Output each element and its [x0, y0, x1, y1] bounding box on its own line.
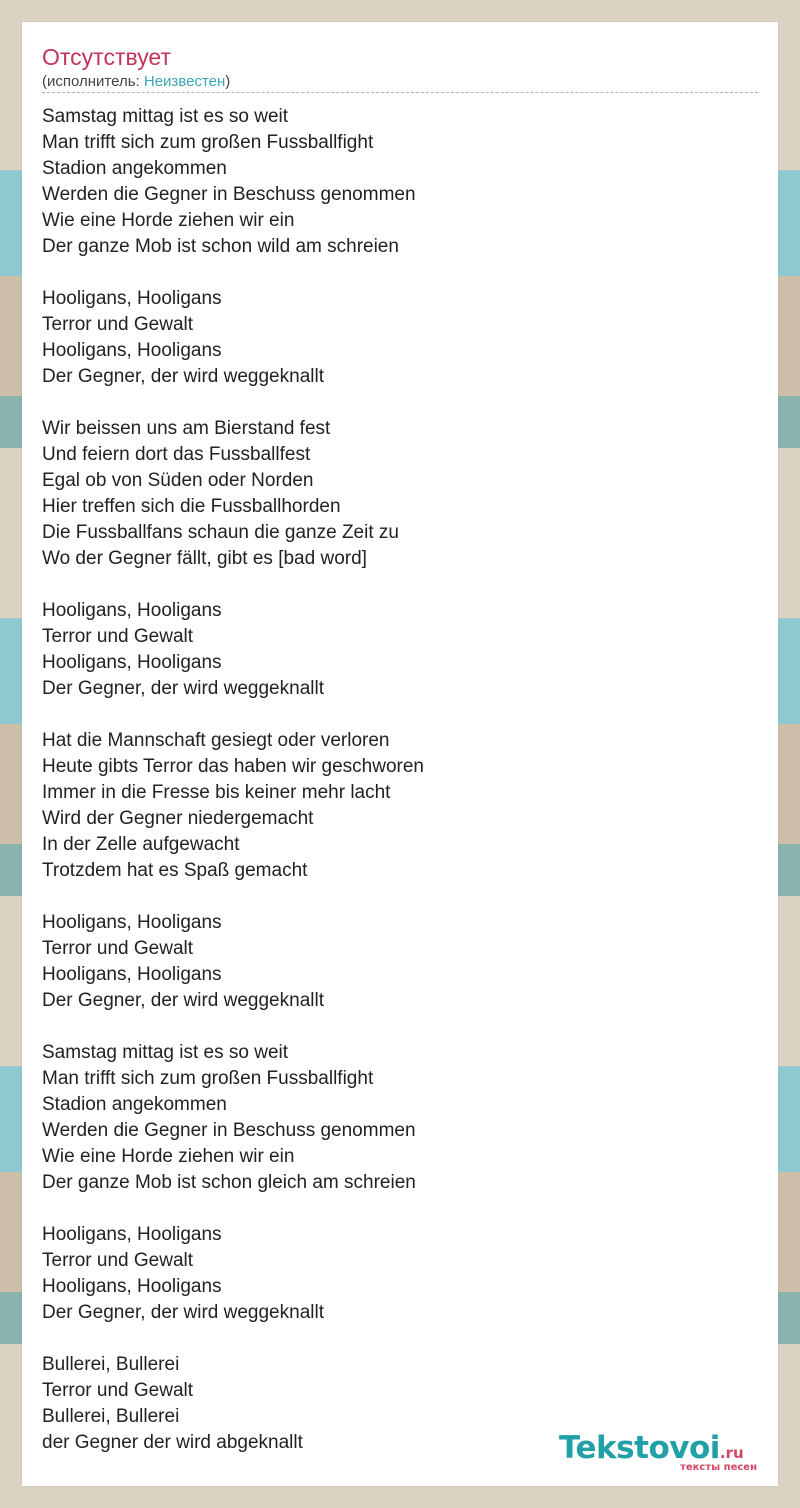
logo-tagline: тексты песен	[680, 1462, 757, 1473]
lyrics-stanza	[42, 1040, 758, 1196]
lyrics-line: Hier treffen sich die Fussballhorden	[42, 496, 341, 517]
artist-suffix: )	[225, 73, 231, 90]
lyrics-line: Die Fussballfans schaun die ganze Zeit zu	[42, 522, 399, 543]
lyrics-line: Bullerei, Bullerei	[42, 1354, 180, 1375]
logo-domain-suffix: .ru	[719, 1444, 744, 1462]
lyrics-stanza	[42, 104, 758, 260]
lyrics-body	[42, 104, 758, 1456]
lyrics-line: Terror und Gewalt	[42, 1380, 194, 1401]
lyrics-line: Immer in die Fresse bis keiner mehr lacht	[42, 782, 391, 803]
lyrics-line: Wie eine Horde ziehen wir ein	[42, 210, 295, 231]
lyrics-stanza	[42, 728, 758, 884]
lyrics-line: Hooligans, Hooligans	[42, 288, 222, 309]
lyrics-line: Der Gegner, der wird weggeknallt	[42, 678, 324, 699]
lyrics-line: Hooligans, Hooligans	[42, 964, 222, 985]
lyrics-line: Samstag mittag ist es so weit	[42, 1042, 289, 1063]
lyrics-stanza	[42, 416, 758, 572]
lyrics-line: Wo der Gegner fällt, gibt es [bad word]	[42, 548, 367, 569]
artist-link[interactable]: Неизвестен	[143, 73, 226, 90]
lyrics-line: Heute gibts Terror das haben wir geschworen	[42, 756, 424, 777]
site-logo[interactable]	[559, 1430, 769, 1476]
lyrics-line: Stadion angekommen	[42, 158, 227, 179]
lyrics-line: Und feiern dort das Fussballfest	[42, 444, 311, 465]
lyrics-line: Hooligans, Hooligans	[42, 1276, 222, 1297]
lyrics-line: Terror und Gewalt	[42, 1250, 194, 1271]
lyrics-line: Wie eine Horde ziehen wir ein	[42, 1146, 295, 1167]
lyrics-line: Terror und Gewalt	[42, 626, 194, 647]
lyrics-line: der Gegner der wird abgeknallt	[42, 1432, 303, 1453]
lyrics-line: Werden die Gegner in Beschuss genommen	[42, 1120, 416, 1141]
lyrics-line: Man trifft sich zum großen Fussballfight	[42, 1068, 374, 1089]
lyrics-stanza	[42, 910, 758, 1014]
logo-main-text: Tekstovoi	[559, 1430, 720, 1466]
lyrics-line: Wir beissen uns am Bierstand fest	[42, 418, 331, 439]
lyrics-line: Werden die Gegner in Beschuss genommen	[42, 184, 416, 205]
lyrics-line: Egal ob von Süden oder Norden	[42, 470, 314, 491]
lyrics-line: Hooligans, Hooligans	[42, 340, 222, 361]
lyrics-line: Terror und Gewalt	[42, 314, 194, 335]
lyrics-line: Man trifft sich zum großen Fussballfight	[42, 132, 374, 153]
lyrics-line: Trotzdem hat es Spaß gemacht	[42, 860, 308, 881]
lyrics-line: Hooligans, Hooligans	[42, 1224, 222, 1245]
lyrics-line: Hooligans, Hooligans	[42, 912, 222, 933]
lyrics-stanza	[42, 598, 758, 702]
lyrics-line: Bullerei, Bullerei	[42, 1406, 180, 1427]
lyrics-line: Der Gegner, der wird weggeknallt	[42, 990, 324, 1011]
lyrics-line: Der Gegner, der wird weggeknallt	[42, 1302, 324, 1323]
lyrics-line: In der Zelle aufgewacht	[42, 834, 240, 855]
lyrics-line: Hooligans, Hooligans	[42, 652, 222, 673]
lyrics-line: Der ganze Mob ist schon wild am schreien	[42, 236, 399, 257]
lyrics-line: Der ganze Mob ist schon gleich am schreien	[42, 1172, 416, 1193]
lyrics-line: Hat die Mannschaft gesiegt oder verloren	[42, 730, 390, 751]
lyrics-line: Hooligans, Hooligans	[42, 600, 222, 621]
lyrics-card	[22, 22, 778, 1486]
lyrics-stanza	[42, 1222, 758, 1326]
lyrics-line: Samstag mittag ist es so weit	[42, 106, 289, 127]
song-title: Отсутствует	[42, 44, 171, 70]
lyrics-line: Wird der Gegner niedergemacht	[42, 808, 314, 829]
lyrics-stanza	[42, 286, 758, 390]
lyrics-line: Terror und Gewalt	[42, 938, 194, 959]
artist-line	[42, 72, 230, 92]
lyrics-line: Der Gegner, der wird weggeknallt	[42, 366, 324, 387]
lyrics-line: Stadion angekommen	[42, 1094, 227, 1115]
artist-prefix: (исполнитель:	[42, 73, 144, 90]
dashed-divider	[42, 92, 758, 93]
